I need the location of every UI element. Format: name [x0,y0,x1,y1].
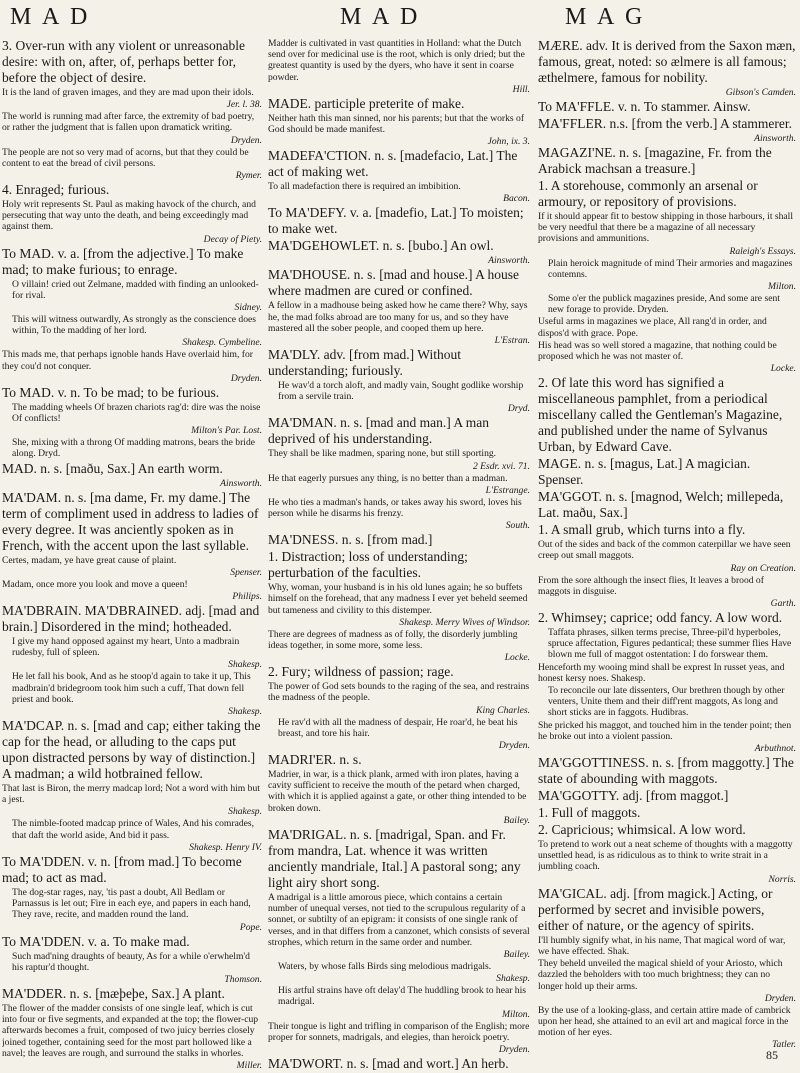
quotation: Neither hath this man sinned, nor his parents; but that the works of God should be made manifest. [268,112,525,136]
entry-definition: To MAD. v. n. To be mad; to be furious. [2,384,220,400]
entry-definition: To MA'FFLE. v. n. To stammer. Ainsw. [538,99,751,114]
quotation: His head was so well stored a magazine, that nothing could be proposed which he was not master of. [538,339,777,363]
entry-definition: 2. Whimsey; caprice; odd fancy. A low word. [538,610,783,626]
quotation: Holy writ represents St. Paul as making havock of the church, and persecuting that way unto the death, and being exceedingly mad against them. [2,199,256,233]
entry-definition: 1. A storehouse, commonly an arsenal or armoury, or repository of provisions. [538,178,758,209]
citation-source: King Charles. [476,704,530,716]
quotation: Madam, once more you look and move a queen! [2,578,188,590]
citation-source: Spenser. [230,566,262,578]
column-middle [268,38,530,1073]
citation-source: Rymer. [235,170,262,182]
quotation: Why, woman, your husband is in his old lunes again; he so buffets himself on the forehead, that any madness I ever yet beheld seemed but tameness and civility to this distemper. [268,582,528,616]
quotation: Madder is cultivated in vast quantities in Holland: what the Dutch send over for medicinal use is the root, which is only dried; but the greatest quantity is used by the dyers, who have it sent in coarse powder. [268,38,525,83]
quotation: There are degrees of madness as of folly, the disorderly jumbling ideas together, in some more, some less. [268,628,518,652]
citation-source: Dryden. [498,1043,530,1055]
citation-source: Arbuthnot. [754,743,796,755]
citation-source: L'Estran. [494,335,530,347]
entry-definition: 1. Full of maggots. [538,805,641,821]
quotation: The power of God sets bounds to the raging of the sea, and restrains the madness of the people. [268,681,530,704]
citation-source: Hill. [512,83,530,95]
quotation: A fellow in a madhouse being asked how he came there? Why, says he, the mad folks abroad are too many for us, and so they have mastered all the sober people, and cooped them up here. [268,300,528,334]
citation-source: Ray on Creation. [730,562,796,574]
citation-source: John, ix. 3. [487,136,530,148]
quotation: This mads me, that perhaps ignoble hands Have overlaid him, for they cou'd not conquer. [2,349,253,372]
citation-source: Garth. [770,598,796,610]
quotation: He that eagerly pursues any thing, is no better than a madman. [268,472,508,484]
quotation: Useful arms in magazines we place, All rang'd in order, and dispos'd with grace. Pope. [538,316,767,339]
citation-source: Thomson. [224,973,262,985]
quotation: He who ties a madman's hands, or takes away his sword, loves his person while he disarms his frenzy. [268,496,522,520]
quotation: Out of the sides and back of the common caterpillar we have seen creep out small maggots. [538,539,791,562]
column-right [538,38,796,1051]
column-left [2,38,262,1072]
entry-definition: MAGAZI'NE. n. s. [magazine, Fr. from the Arabick machsan a treasure.] [538,145,772,176]
citation-source: Bailey. [503,814,530,826]
citation-source: Gibson's Camden. [725,87,796,98]
quotation: They beheld unveiled the magical shield of your Ariosto, which dazzled the beholders with too much brightness; they can no longer hold up their arms. [538,958,783,992]
citation-source: Decay of Piety. [203,233,262,245]
citation-source: Shakesp. Cymbeline. [182,337,262,349]
quotation: It is the land of graven images, and they are mad upon their idols. [2,87,254,98]
entry-definition: MAGE. n. s. [magus, Lat.] A magician. Spenser. [538,456,751,488]
citation-source: Shakesp. [228,806,262,818]
entry-definition: MA'GGOT. n. s. [magnod, Welch; millepeda, Lat. maðu, Sax.] [538,489,784,521]
citation-source: Miller. [236,1059,262,1071]
quotation: He wav'd a torch aloft, and madly vain, Sought godlike worship from a servile train. [278,380,524,403]
entry-definition: MA'DNESS. n. s. [from mad.] [268,532,433,548]
citation-source: Ainsworth. [488,255,530,267]
entry-definition: 4. Enraged; furious. [2,182,110,198]
quotation: She, mixing with a throng Of madding matrons, bears the bride along. Dryd. [12,437,255,460]
citation-source: Milton. [768,281,796,293]
quotation: If it should appear fit to bestow shipping in those harbours, it shall be very needful that there be a magazine of all necessary provisions and ammunitions. [538,211,793,245]
running-head-right: M A G [565,4,646,30]
entry-definition: MA'DGEHOWLET. n. s. [bubo.] An owl. [268,238,494,254]
entry-definition: MAD. n. s. [maðu, Sax.] An earth worm. [2,460,223,476]
entry-definition: 1. Distraction; loss of understanding; perturbation of the faculties. [268,549,468,581]
quotation: I give my hand opposed against my heart, Unto a madbrain rudesby, full of spleen. [12,636,240,659]
entry-definition: MÆRE. adv. It is derived from the Saxon mæn, famous, great, noted: so ælmere is all famous; æthelmere, famous for nobility. [538,38,796,85]
quotation: The flower of the madder consists of one single leaf, which is cut into four or five segments, and expanded at the top; the flower-cup afterwards becomes a fruit, composed of two juicy berries closely joined together, containing seed for the most part hollowed like a navel; the leaves are rough, and surround the stalks in whorles. [2,1002,259,1059]
quotation: The world is running mad after farce, the extremity of bad poetry, or rather the judgment that is fallen upon dramatick writing. [2,111,255,134]
citation-source: Milton's Par. Lost. [191,425,262,437]
citation-source: Shakesp. Merry Wives of Windsor. [399,616,530,628]
entry-definition: MA'FFLER. n.s. [from the verb.] A stammerer. [538,116,793,131]
entry-definition: MA'DAM. n. s. [ma dame, Fr. my dame.] The term of compliment used in address to ladies of every degree. It was anciently spoken as in French, with the accent upon the last syllable. [2,489,259,553]
citation-source: Shakesp. Henry IV. [189,841,262,853]
citation-source: Pope. [239,921,262,933]
quotation: Taffata phrases, silken terms precise, Three-pil'd hyperboles, spruce affectation, Figures pedantical; these summer flies Have blown me full of maggot ostentation: I do forswear them. [548,627,792,661]
entry-definition: MA'DRIGAL. n. s. [madrigal, Span. and Fr. from mandra, Lat. whence it was written anciently mandriale, Ital.] A pastoral song; any light airy short song. [268,826,521,890]
quotation: That last is Biron, the merry madcap lord; Not a word with him but a jest. [2,783,260,806]
entry-definition: MA'DCAP. n. s. [mad and cap; either taking the cap for the head, or alluding to the caps put upon distracted persons by way of distinction.] A madman; a wild hotbrained fellow. [2,718,261,782]
entry-definition: 2. Of late this word has signified a miscellaneous pamphlet, from a periodical miscellany called the Gentleman's Magazine, and published under the name of Sylvanus Urban, by Edward Cave. [538,375,783,455]
quotation: He let fall his book, And as he stoop'd again to take it up, This madbrain'd bridegroom took him such a cuff, That down fell priest and book. [12,671,251,705]
quotation: Madrier, in war, is a thick plank, armed with iron plates, having a cavity sufficient to receive the mouth of the petard when charged, with which it is applied against a gate, or other thing intended to be broken down. [268,769,527,814]
entry-definition: To MA'DDEN. v. a. To make mad. [2,933,190,949]
citation-source: Philips. [232,591,262,603]
quotation: Such mad'ning draughts of beauty, As for a while o'erwhelm'd his raptur'd thought. [12,950,250,973]
quotation: To pretend to work out a neat scheme of thoughts with a maggotty unsettled head, is as ridiculous as to think to write strait in a jumbling coach. [538,839,793,873]
citation-source: Dryden. [230,372,262,384]
quotation: Waters, by whose falls Birds sing melodious madrigals. [278,960,492,972]
citation-source: L'Estrange. [485,484,530,496]
quotation: Henceforth my wooing mind shall be exprest In russet yeas, and honest kersy noes. Shakesp. [538,661,785,684]
page-number: 85 [766,1048,778,1062]
entry-definition: MADRI'ER. n. s. [268,752,362,768]
quotation: The dog-star rages, nay, 'tis past a doubt, All Bedlam or Parnassus is let out; Fire in each eye, and papers in each hand, They rave, recite, and madden round the land. [12,886,251,921]
entry-definition: MA'DWORT. n. s. [mad and wort.] An herb. [268,1055,509,1071]
quotation: The madding wheels Of brazen chariots rag'd: dire was the noise Of conflicts! [12,401,261,425]
entry-definition: MADE. participle preterite of make. [268,95,465,111]
citation-source: Ainsworth. [220,477,262,489]
entry-definition: MADEFA'CTION. n. s. [madefacio, Lat.] The act of making wet. [268,148,518,180]
citation-source: Locke. [504,652,530,664]
citation-source: Sidney. [234,302,262,314]
citation-source: Dryd. [507,403,530,415]
citation-source: Milton. [502,1008,530,1020]
citation-source: Dryden. [230,134,262,146]
quotation: Their tongue is light and trifling in comparison of the English; more proper for sonnets, madrigals, and elegies, than heroick poetry. [268,1020,530,1043]
entry-definition: MA'DMAN. n. s. [mad and man.] A man deprived of his understanding. [268,415,490,447]
entry-definition: MA'GGOTTY. adj. [from maggot.] [538,788,729,804]
entry-definition: 2. Capricious; whimsical. A low word. [538,822,746,838]
quotation: He rav'd with all the madness of despair, He roar'd, he beat his breast, and tore his hair. [278,716,518,739]
citation-source: Dryden. [498,740,530,752]
entry-definition: MA'DBRAIN. MA'DBRAINED. adj. [mad and brain.] Disordered in the mind; hotheaded. [2,603,260,635]
citation-source: Shakesp. [228,706,262,718]
citation-source: Dryden. [764,992,796,1004]
quotation: Some o'er the publick magazines preside, And some are sent new forage to provide. Dryden. [548,293,780,316]
citation-source: Tatler. [772,1039,796,1051]
citation-source: Bacon. [503,193,530,205]
entry-definition: To MA'DDEN. v. n. [from mad.] To become mad; to act as mad. [2,853,242,885]
quotation: His artful strains have oft delay'd The huddling brook to hear his madrigal. [278,985,527,1008]
citation-source: Bailey. [503,948,530,960]
entry-definition: MA'DDER. n. s. [mæþeþe, Sax.] A plant. [2,985,225,1001]
entry-definition: MA'GGOTTINESS. n. s. [from maggotty.] The state of abounding with maggots. [538,755,794,787]
quotation: Certes, madam, ye have great cause of plaint. [2,554,177,566]
quotation: The nimble-footed madcap prince of Wales, And his comrades, that daft the world aside, And bid it pass. [12,818,255,841]
citation-source: Locke. [770,363,796,375]
entry-definition: MA'DHOUSE. n. s. [mad and house.] A house where madmen are cured or confined. [268,267,520,299]
citation-source: 2 Esdr. xvi. 71. [472,460,530,472]
citation-source: South. [505,520,530,532]
entry-definition: MA'DLY. adv. [from mad.] Without understanding; furiously. [268,347,462,379]
quotation: The people are not so very mad of acorns, but that they could be content to eat the bread of civil persons. [2,146,249,169]
entry-definition: MA'GICAL. adj. [from magick.] Acting, or performed by secret and invisible powers, either of nature, or the agency of spirits. [538,885,773,933]
citation-source: Jer. l. 38. [226,99,262,111]
entry-definition: To MAD. v. a. [from the adjective.] To make mad; to make furious; to enrage. [2,245,244,277]
citation-source: Raleigh's Essays. [729,245,796,257]
quotation: She pricked his maggot, and touched him in the tender point; then he broke out into a violent passion. [538,719,792,742]
quotation: From the sore although the insect flies, It leaves a brood of maggots in disguise. [538,574,764,597]
quotation: By the use of a looking-glass, and certain attire made of cambrick upon her head, she attained to an evil art and magical force in the motion of her eyes. [538,1004,791,1039]
citation-source: Shakesp. [496,973,530,985]
entry-definition: 2. Fury; wildness of passion; rage. [268,664,454,680]
citation-source: Shakesp. [228,659,262,671]
citation-source: Ainsworth. [754,133,796,144]
quotation: To reconcile our late dissenters, Our brethren though by other venters, Unite them and their diff'rent maggots, As long and short sticks are in faggots. Hudibras. [548,685,785,719]
quotation: O villain! cried out Zelmane, madded with finding an unlooked-for rival. [12,278,259,301]
quotation: Plain heroick magnitude of mind Their armories and magazines contemns. [548,257,793,280]
entry-definition: 3. Over-run with any violent or unreasonable desire: with on, after, of, perhaps better for, before the object of desire. [2,38,246,85]
quotation: This will witness outwardly, As strongly as the conscience does within, To the madding of her lord. [12,314,256,337]
citation-source: Norris. [768,873,796,885]
quotation: A madrigal is a little amorous piece, which contains a certain number of unequal verses, not tied to the scrupulous regularity of a sonnet, or subtilty of an epigram: it consists of one single rank of verses, and in that differs from a canzonet, which consists of several strophes, which return in the same order and number. [268,891,530,948]
quotation: They shall be like madmen, sparing none, but still sporting. [268,448,497,460]
running-head-center: M A D [340,4,421,30]
quotation: I'll humbly signify what, in his name, That magical word of war, we have effected. Shak. [538,934,786,957]
entry-definition: To MA'DEFY. v. a. [madefio, Lat.] To moisten; to make wet. [268,205,524,237]
running-head-left: M A D [10,4,91,30]
quotation: To all madefaction there is required an imbibition. [268,181,461,193]
entry-definition: 1. A small grub, which turns into a fly. [538,522,746,538]
